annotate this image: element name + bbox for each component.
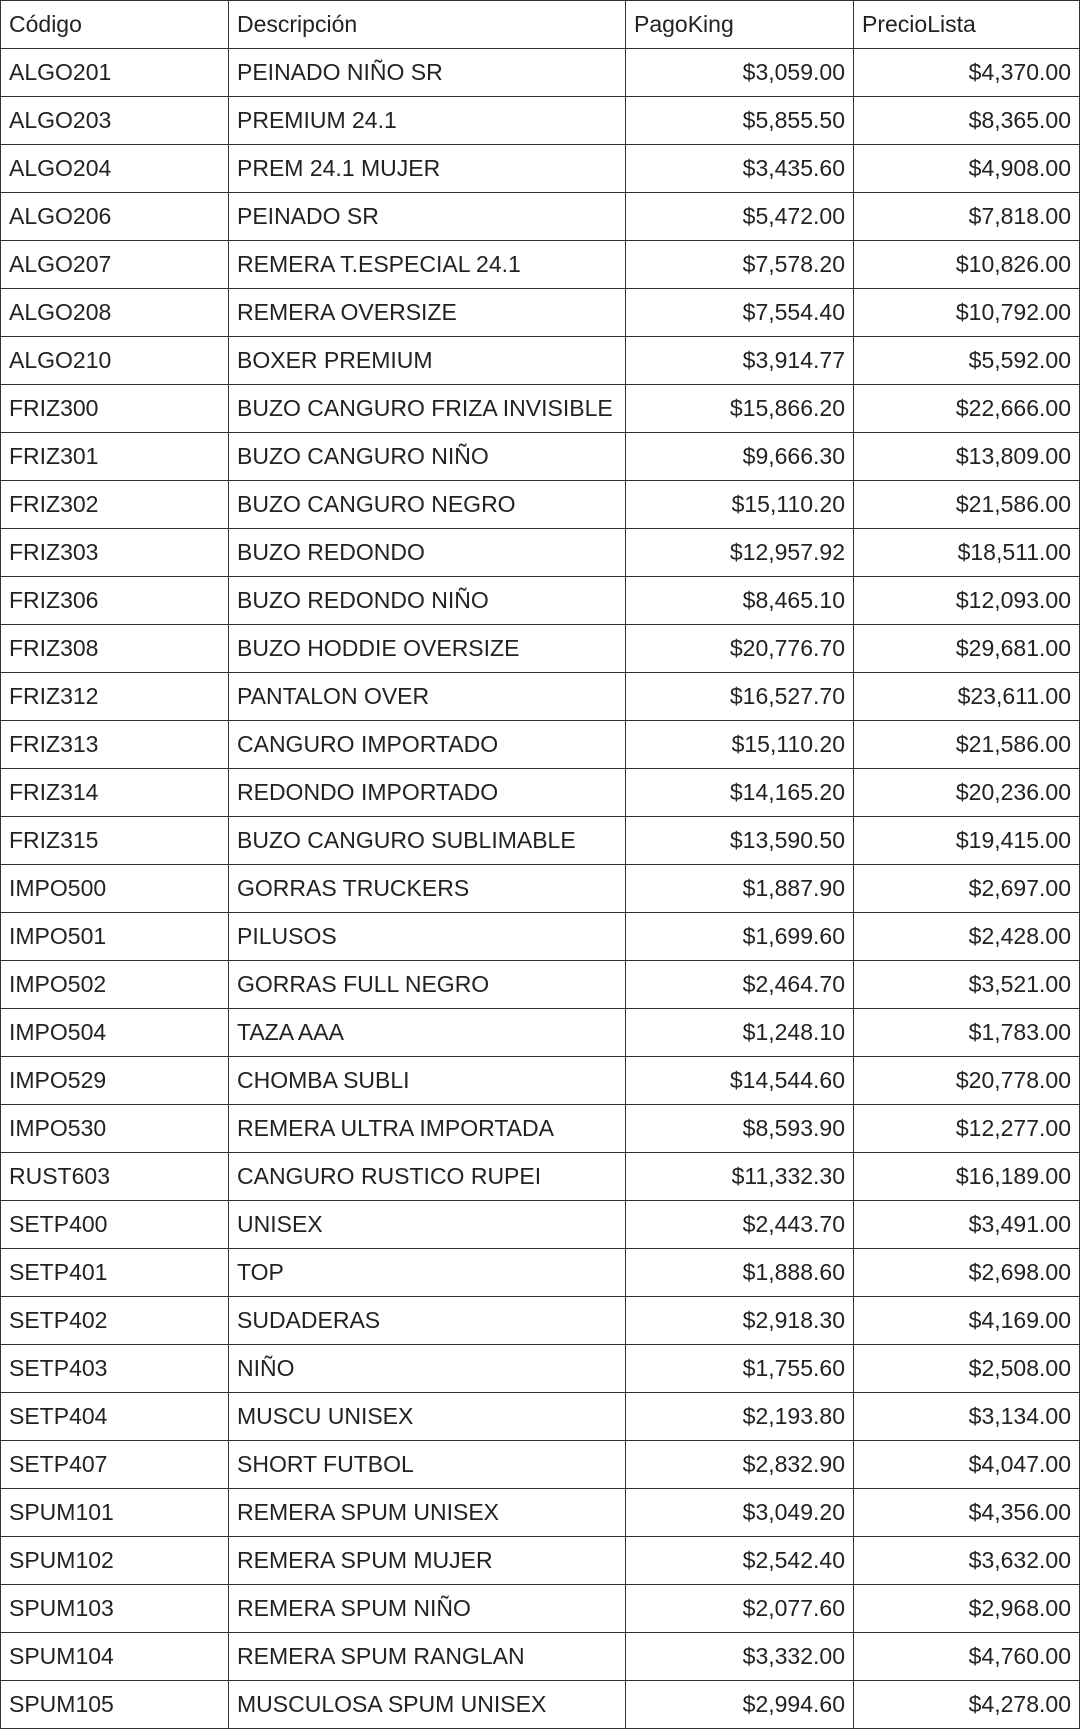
table-row [1, 433, 1080, 481]
cell-preciolista: $29,681.00 [854, 625, 1080, 673]
cell-preciolista: $10,826.00 [854, 241, 1080, 289]
cell-descripcion: REMERA T.ESPECIAL 24.1 [229, 241, 626, 289]
cell-codigo: FRIZ303 [1, 529, 229, 577]
cell-pagoking: $3,914.77 [626, 337, 854, 385]
cell-pagoking: $14,165.20 [626, 769, 854, 817]
cell-codigo: ALGO210 [1, 337, 229, 385]
cell-preciolista: $2,508.00 [854, 1345, 1080, 1393]
cell-codigo: RUST603 [1, 1153, 229, 1201]
cell-descripcion: REMERA SPUM NIÑO [229, 1585, 626, 1633]
table-row [1, 1681, 1080, 1729]
table-row [1, 913, 1080, 961]
cell-preciolista: $4,047.00 [854, 1441, 1080, 1489]
cell-codigo: SETP404 [1, 1393, 229, 1441]
table-row [1, 385, 1080, 433]
cell-descripcion: REMERA OVERSIZE [229, 289, 626, 337]
cell-pagoking: $2,918.30 [626, 1297, 854, 1345]
table-row [1, 1009, 1080, 1057]
cell-preciolista: $3,134.00 [854, 1393, 1080, 1441]
table-row [1, 577, 1080, 625]
table-row [1, 673, 1080, 721]
cell-pagoking: $9,666.30 [626, 433, 854, 481]
table-row [1, 337, 1080, 385]
cell-descripcion: BUZO REDONDO NIÑO [229, 577, 626, 625]
cell-preciolista: $3,521.00 [854, 961, 1080, 1009]
cell-codigo: SETP407 [1, 1441, 229, 1489]
cell-codigo: FRIZ306 [1, 577, 229, 625]
table-row [1, 241, 1080, 289]
cell-descripcion: CANGURO IMPORTADO [229, 721, 626, 769]
cell-descripcion: TOP [229, 1249, 626, 1297]
cell-descripcion: PEINADO NIÑO SR [229, 49, 626, 97]
cell-codigo: IMPO504 [1, 1009, 229, 1057]
cell-pagoking: $2,443.70 [626, 1201, 854, 1249]
cell-codigo: ALGO208 [1, 289, 229, 337]
table-row [1, 1633, 1080, 1681]
cell-preciolista: $4,908.00 [854, 145, 1080, 193]
header-descripcion: Descripción [229, 1, 626, 49]
cell-preciolista: $4,370.00 [854, 49, 1080, 97]
cell-codigo: SPUM102 [1, 1537, 229, 1585]
cell-codigo: FRIZ314 [1, 769, 229, 817]
cell-codigo: FRIZ312 [1, 673, 229, 721]
cell-descripcion: PANTALON OVER [229, 673, 626, 721]
cell-preciolista: $2,428.00 [854, 913, 1080, 961]
cell-pagoking: $11,332.30 [626, 1153, 854, 1201]
cell-pagoking: $7,578.20 [626, 241, 854, 289]
cell-preciolista: $19,415.00 [854, 817, 1080, 865]
cell-descripcion: TAZA AAA [229, 1009, 626, 1057]
cell-codigo: SETP402 [1, 1297, 229, 1345]
cell-codigo: ALGO201 [1, 49, 229, 97]
cell-pagoking: $8,465.10 [626, 577, 854, 625]
cell-descripcion: CHOMBA SUBLI [229, 1057, 626, 1105]
cell-descripcion: REMERA SPUM MUJER [229, 1537, 626, 1585]
cell-preciolista: $8,365.00 [854, 97, 1080, 145]
cell-preciolista: $3,491.00 [854, 1201, 1080, 1249]
table-header [1, 1, 1080, 49]
cell-pagoking: $3,059.00 [626, 49, 854, 97]
cell-pagoking: $14,544.60 [626, 1057, 854, 1105]
table-row [1, 1153, 1080, 1201]
cell-pagoking: $7,554.40 [626, 289, 854, 337]
cell-descripcion: BUZO HODDIE OVERSIZE [229, 625, 626, 673]
table-row [1, 721, 1080, 769]
table-row [1, 1201, 1080, 1249]
table-row [1, 961, 1080, 1009]
cell-codigo: FRIZ300 [1, 385, 229, 433]
cell-pagoking: $12,957.92 [626, 529, 854, 577]
cell-preciolista: $13,809.00 [854, 433, 1080, 481]
cell-pagoking: $16,527.70 [626, 673, 854, 721]
cell-descripcion: GORRAS FULL NEGRO [229, 961, 626, 1009]
table-row [1, 1297, 1080, 1345]
cell-descripcion: SHORT FUTBOL [229, 1441, 626, 1489]
cell-descripcion: REMERA ULTRA IMPORTADA [229, 1105, 626, 1153]
cell-preciolista: $1,783.00 [854, 1009, 1080, 1057]
cell-preciolista: $22,666.00 [854, 385, 1080, 433]
cell-descripcion: GORRAS TRUCKERS [229, 865, 626, 913]
header-preciolista: PrecioLista [854, 1, 1080, 49]
cell-preciolista: $4,356.00 [854, 1489, 1080, 1537]
table-row [1, 97, 1080, 145]
table-row [1, 625, 1080, 673]
cell-descripcion: SUDADERAS [229, 1297, 626, 1345]
cell-descripcion: PREMIUM 24.1 [229, 97, 626, 145]
cell-descripcion: BOXER PREMIUM [229, 337, 626, 385]
cell-descripcion: MUSCU UNISEX [229, 1393, 626, 1441]
cell-descripcion: UNISEX [229, 1201, 626, 1249]
table-row [1, 817, 1080, 865]
cell-descripcion: BUZO CANGURO NEGRO [229, 481, 626, 529]
cell-preciolista: $20,778.00 [854, 1057, 1080, 1105]
header-pagoking: PagoKing [626, 1, 854, 49]
cell-preciolista: $21,586.00 [854, 481, 1080, 529]
cell-preciolista: $2,968.00 [854, 1585, 1080, 1633]
table-row [1, 1585, 1080, 1633]
cell-pagoking: $1,888.60 [626, 1249, 854, 1297]
cell-preciolista: $18,511.00 [854, 529, 1080, 577]
cell-codigo: ALGO207 [1, 241, 229, 289]
cell-preciolista: $4,169.00 [854, 1297, 1080, 1345]
cell-preciolista: $2,698.00 [854, 1249, 1080, 1297]
cell-descripcion: REMERA SPUM UNISEX [229, 1489, 626, 1537]
cell-descripcion: REMERA SPUM RANGLAN [229, 1633, 626, 1681]
cell-descripcion: BUZO CANGURO NIÑO [229, 433, 626, 481]
cell-descripcion: BUZO CANGURO FRIZA INVISIBLE [229, 385, 626, 433]
cell-pagoking: $2,464.70 [626, 961, 854, 1009]
cell-codigo: ALGO203 [1, 97, 229, 145]
cell-codigo: SPUM101 [1, 1489, 229, 1537]
cell-codigo: FRIZ315 [1, 817, 229, 865]
table-row [1, 1489, 1080, 1537]
cell-codigo: ALGO204 [1, 145, 229, 193]
cell-codigo: SETP400 [1, 1201, 229, 1249]
table-row [1, 1249, 1080, 1297]
cell-preciolista: $20,236.00 [854, 769, 1080, 817]
cell-descripcion: PILUSOS [229, 913, 626, 961]
cell-preciolista: $2,697.00 [854, 865, 1080, 913]
table-row [1, 865, 1080, 913]
table-row [1, 1537, 1080, 1585]
table-row [1, 193, 1080, 241]
cell-codigo: IMPO502 [1, 961, 229, 1009]
cell-descripcion: BUZO REDONDO [229, 529, 626, 577]
cell-codigo: IMPO501 [1, 913, 229, 961]
cell-preciolista: $5,592.00 [854, 337, 1080, 385]
cell-pagoking: $13,590.50 [626, 817, 854, 865]
cell-pagoking: $2,193.80 [626, 1393, 854, 1441]
cell-preciolista: $4,760.00 [854, 1633, 1080, 1681]
table-row [1, 1105, 1080, 1153]
cell-descripcion: BUZO CANGURO SUBLIMABLE [229, 817, 626, 865]
table-row [1, 481, 1080, 529]
table-row [1, 289, 1080, 337]
cell-preciolista: $7,818.00 [854, 193, 1080, 241]
cell-pagoking: $3,435.60 [626, 145, 854, 193]
cell-pagoking: $3,332.00 [626, 1633, 854, 1681]
cell-pagoking: $5,472.00 [626, 193, 854, 241]
cell-pagoking: $15,866.20 [626, 385, 854, 433]
cell-codigo: SETP401 [1, 1249, 229, 1297]
cell-preciolista: $4,278.00 [854, 1681, 1080, 1729]
cell-descripcion: MUSCULOSA SPUM UNISEX [229, 1681, 626, 1729]
cell-codigo: SPUM103 [1, 1585, 229, 1633]
cell-preciolista: $10,792.00 [854, 289, 1080, 337]
header-row [1, 1, 1080, 49]
cell-codigo: SPUM104 [1, 1633, 229, 1681]
table-row [1, 769, 1080, 817]
cell-codigo: FRIZ313 [1, 721, 229, 769]
cell-pagoking: $2,832.90 [626, 1441, 854, 1489]
cell-codigo: FRIZ308 [1, 625, 229, 673]
cell-descripcion: CANGURO RUSTICO RUPEI [229, 1153, 626, 1201]
table-row [1, 1057, 1080, 1105]
table-row [1, 529, 1080, 577]
cell-pagoking: $1,248.10 [626, 1009, 854, 1057]
cell-pagoking: $3,049.20 [626, 1489, 854, 1537]
cell-codigo: FRIZ302 [1, 481, 229, 529]
cell-pagoking: $15,110.20 [626, 481, 854, 529]
table-body [1, 49, 1080, 1729]
table-row [1, 49, 1080, 97]
header-codigo: Código [1, 1, 229, 49]
cell-preciolista: $21,586.00 [854, 721, 1080, 769]
cell-preciolista: $23,611.00 [854, 673, 1080, 721]
cell-pagoking: $2,994.60 [626, 1681, 854, 1729]
table-row [1, 1393, 1080, 1441]
cell-codigo: IMPO500 [1, 865, 229, 913]
cell-pagoking: $2,542.40 [626, 1537, 854, 1585]
cell-codigo: FRIZ301 [1, 433, 229, 481]
cell-preciolista: $3,632.00 [854, 1537, 1080, 1585]
cell-pagoking: $15,110.20 [626, 721, 854, 769]
cell-codigo: SPUM105 [1, 1681, 229, 1729]
cell-preciolista: $16,189.00 [854, 1153, 1080, 1201]
cell-descripcion: REDONDO IMPORTADO [229, 769, 626, 817]
cell-pagoking: $8,593.90 [626, 1105, 854, 1153]
cell-codigo: SETP403 [1, 1345, 229, 1393]
cell-pagoking: $5,855.50 [626, 97, 854, 145]
cell-pagoking: $20,776.70 [626, 625, 854, 673]
cell-descripcion: NIÑO [229, 1345, 626, 1393]
cell-descripcion: PEINADO SR [229, 193, 626, 241]
cell-codigo: IMPO530 [1, 1105, 229, 1153]
cell-codigo: IMPO529 [1, 1057, 229, 1105]
cell-preciolista: $12,093.00 [854, 577, 1080, 625]
cell-descripcion: PREM 24.1 MUJER [229, 145, 626, 193]
cell-pagoking: $1,755.60 [626, 1345, 854, 1393]
cell-pagoking: $2,077.60 [626, 1585, 854, 1633]
table-row [1, 1441, 1080, 1489]
cell-pagoking: $1,887.90 [626, 865, 854, 913]
table-row [1, 145, 1080, 193]
cell-pagoking: $1,699.60 [626, 913, 854, 961]
table-row [1, 1345, 1080, 1393]
cell-preciolista: $12,277.00 [854, 1105, 1080, 1153]
cell-codigo: ALGO206 [1, 193, 229, 241]
